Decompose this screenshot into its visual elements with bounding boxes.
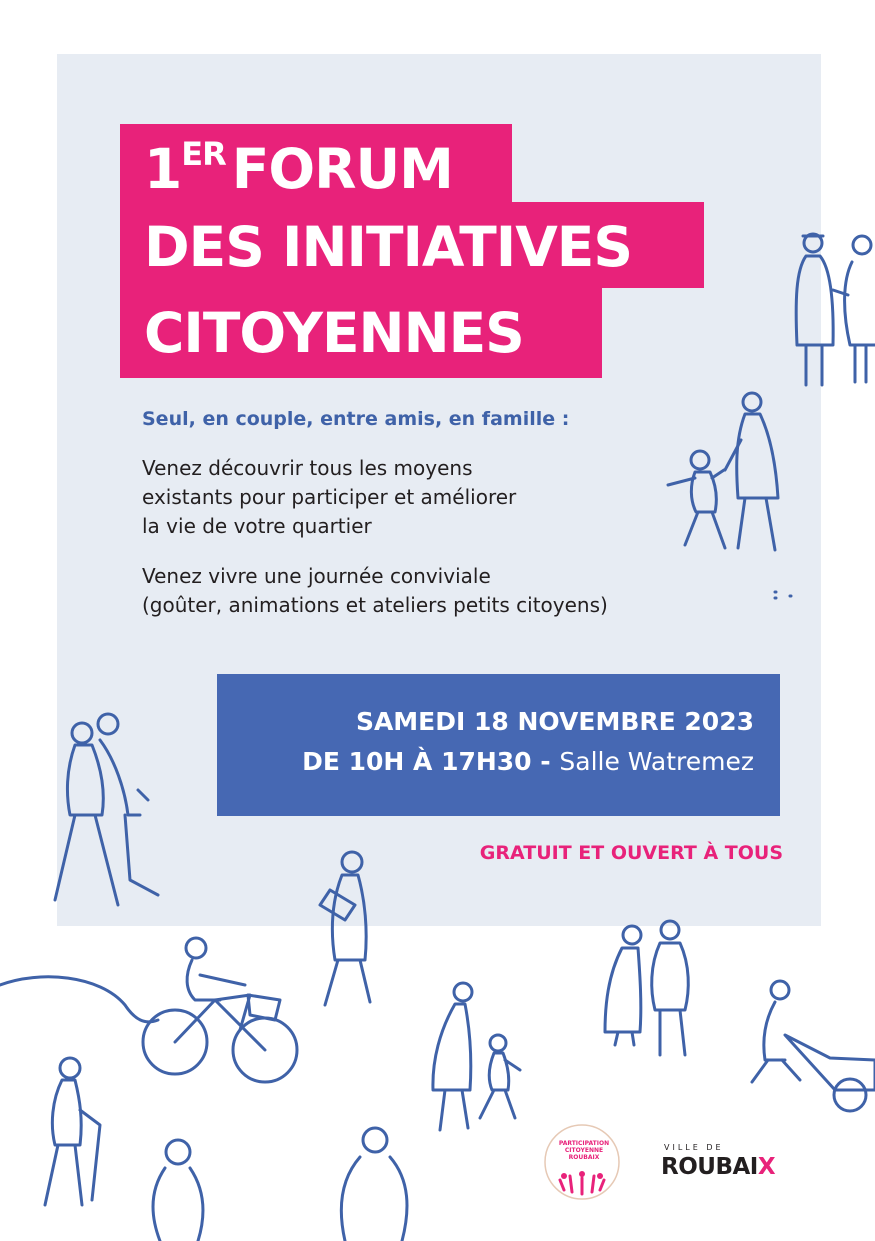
roubaix-logo-main: ROUBAI — [661, 1154, 758, 1180]
cyclist-illustration — [0, 938, 297, 1082]
title-number: 1 — [144, 137, 182, 201]
logo-line: PARTICIPATION — [558, 1140, 610, 1147]
reader-illustration — [320, 852, 370, 1005]
man-with-cane-illustration — [45, 1058, 100, 1205]
subheading: Seul, en couple, entre amis, en famille : — [142, 408, 570, 430]
person-center-illustration — [341, 1128, 407, 1241]
paragraph-line: la vie de votre quartier — [142, 514, 372, 538]
dots-decoration — [775, 592, 791, 598]
walking-couple-illustration — [55, 714, 158, 905]
title-word-forum: FORUM — [231, 137, 453, 201]
ville-de-label: VILLE DE — [664, 1143, 724, 1152]
wheelbarrow-illustration — [752, 981, 875, 1111]
free-entry-text: GRATUIT ET OUVERT À TOUS — [479, 842, 783, 864]
logo-line: CITOYENNE — [564, 1147, 604, 1154]
event-date: SAMEDI 18 NOVEMBRE 2023 — [355, 707, 754, 736]
paragraph-line: (goûter, animations et ateliers petits citoyens) — [142, 593, 608, 617]
participation-logo-text — [552, 1140, 616, 1161]
person-back-illustration — [153, 1140, 203, 1241]
paragraph-line: existants pour participer et améliorer — [142, 485, 517, 509]
elderly-couple-illustration — [796, 234, 875, 385]
roubaix-logo-x: X — [757, 1154, 776, 1180]
paragraph-line: Venez vivre une journée conviviale — [142, 564, 491, 588]
adult-child-illustration — [433, 983, 520, 1130]
event-time: DE 10H À 17H30 - — [302, 747, 551, 776]
title-line-2: DES INITIATIVES — [120, 202, 704, 288]
participation-citoyenne-logo — [542, 1122, 622, 1202]
paragraph-line: Venez découvrir tous les moyens — [142, 456, 473, 480]
title-superscript: ER — [181, 135, 226, 173]
title-line-3: CITOYENNES — [120, 288, 602, 378]
roubaix-logo — [661, 1154, 775, 1180]
parent-child-illustration — [668, 393, 778, 550]
event-venue: Salle Watremez — [559, 747, 754, 776]
standing-couple-illustration — [605, 921, 688, 1055]
logo-line: ROUBAIX — [568, 1154, 600, 1161]
